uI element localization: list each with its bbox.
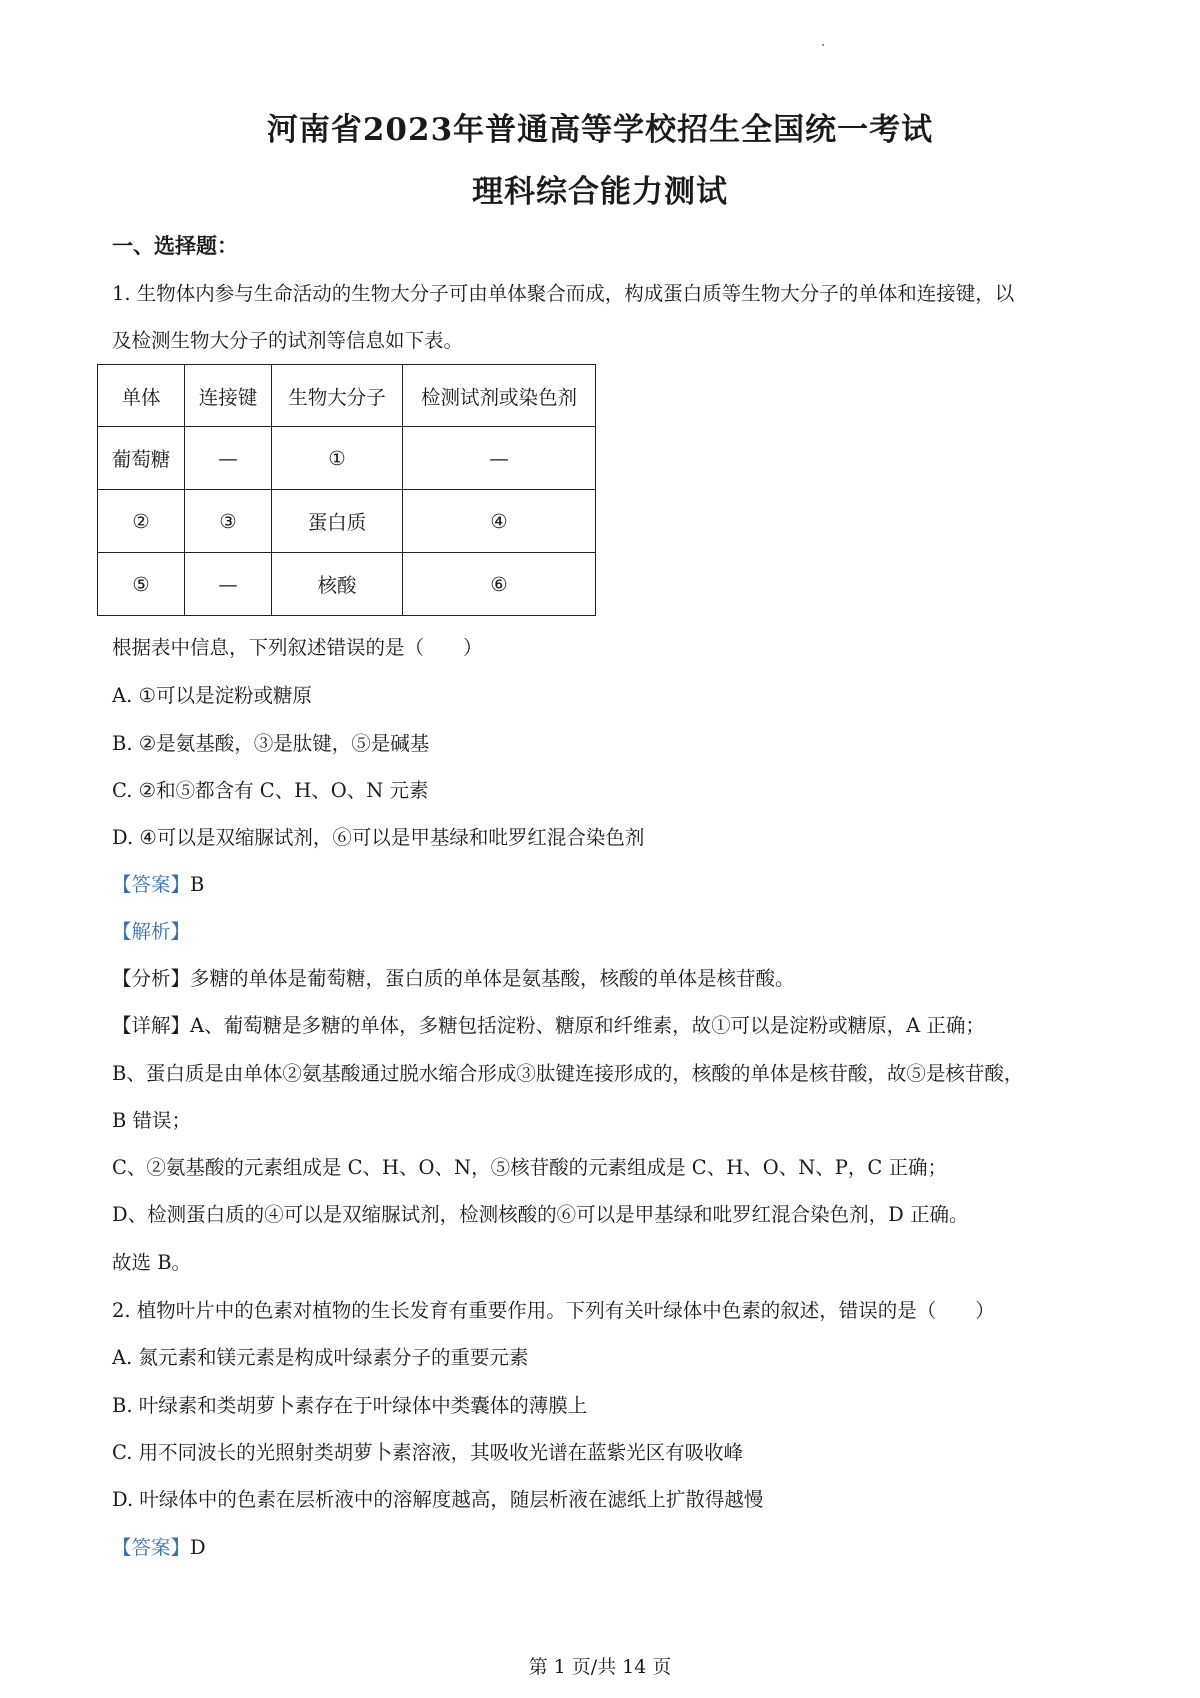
q2-option-d: D. 叶绿体中的色素在层析液中的溶解度越高，随层析液在滤纸上扩散得越慢: [112, 1488, 764, 1511]
scan-dot: [822, 44, 824, 46]
q2-stem: 2. 植物叶片中的色素对植物的生长发育有重要作用。下列有关叶绿体中色素的叙述，错误的是（ ）: [112, 1299, 995, 1322]
table-cell: 蛋白质: [272, 490, 403, 553]
q1-detail-line1: [112, 1010, 985, 1038]
table-cell: —: [185, 427, 272, 490]
table-cell: 核酸: [272, 553, 403, 616]
q1-detail-line5: D、检测蛋白质的④可以是双缩脲试剂，检测核酸的⑥可以是甲基绿和吡罗红混合染色剂，D 正确。: [112, 1203, 969, 1226]
table-header-cell: 连接键: [185, 365, 272, 427]
table-row: [98, 553, 596, 616]
table-cell: —: [403, 427, 596, 490]
q1-stem-line2: 及检测生物大分子的试剂等信息如下表。: [112, 329, 464, 352]
table-header-row: [98, 365, 596, 427]
fenxi-tag: 【分析】: [112, 967, 191, 990]
q1-option-d: D. ④可以是双缩脲试剂，⑥可以是甲基绿和吡罗红混合染色剂: [112, 826, 645, 849]
answer-value: B: [190, 873, 205, 896]
table-cell: —: [185, 553, 272, 616]
fenxi-text: 多糖的单体是葡萄糖，蛋白质的单体是氨基酸，核酸的单体是核苷酸。: [190, 967, 795, 990]
q1-fenxi: [112, 963, 795, 991]
exam-subtitle: 理科综合能力测试: [472, 174, 728, 210]
answer-value: D: [190, 1536, 206, 1559]
q1-detail-line2: B、蛋白质是由单体②氨基酸通过脱水缩合形成③肽键连接形成的，核酸的单体是核苷酸，故⑤是核苷酸，: [112, 1062, 1024, 1085]
q1-option-c: C. ②和⑤都含有 C、H、O、N 元素: [112, 779, 429, 802]
table-header-cell: 生物大分子: [272, 365, 403, 427]
table-cell: 葡萄糖: [98, 427, 185, 490]
q1-option-a: A. ①可以是淀粉或糖原: [112, 684, 312, 707]
detail-tag: 【详解】: [112, 1014, 191, 1037]
exam-title: 河南省2023年普通高等学校招生全国统一考试: [266, 112, 934, 148]
analysis-tag: 【解析】: [112, 920, 191, 943]
q2-option-b: B. 叶绿素和类胡萝卜素存在于叶绿体中类囊体的薄膜上: [112, 1394, 588, 1417]
table-cell: ④: [403, 490, 596, 553]
q2-option-c: C. 用不同波长的光照射类胡萝卜素溶液，其吸收光谱在蓝紫光区有吸收峰: [112, 1441, 744, 1464]
table-cell: ⑥: [403, 553, 596, 616]
q1-answer: [112, 869, 204, 897]
q1-detail-line4: C、②氨基酸的元素组成是 C、H、O、N，⑤核苷酸的元素组成是 C、H、O、N、P，C 正确；: [112, 1156, 948, 1179]
q1-analysis: [112, 916, 190, 944]
q1-conclusion: 故选 B。: [112, 1251, 192, 1274]
q1-prompt: 根据表中信息，下列叙述错误的是（ ）: [112, 636, 483, 659]
q1-stem-line1: 1. 生物体内参与生命活动的生物大分子可由单体聚合而成，构成蛋白质等生物大分子的单体和连接键，以: [112, 282, 1015, 305]
table-cell: ③: [185, 490, 272, 553]
answer-tag: 【答案】: [112, 1536, 191, 1559]
q1-detail-line3: B 错误；: [112, 1109, 192, 1132]
table-row: [98, 427, 596, 490]
table-row: [98, 490, 596, 553]
table-cell: ①: [272, 427, 403, 490]
q1-option-b: B. ②是氨基酸，③是肽键，⑤是碱基: [112, 732, 430, 755]
table-cell: ⑤: [98, 553, 185, 616]
answer-tag: 【答案】: [112, 873, 191, 896]
q2-option-a: A. 氮元素和镁元素是构成叶绿素分子的重要元素: [112, 1346, 529, 1369]
q1-info-table: [97, 364, 596, 616]
table-cell: ②: [98, 490, 185, 553]
section-heading: 一、选择题：: [112, 233, 238, 258]
table-header-cell: 单体: [98, 365, 185, 427]
table-header-cell: 检测试剂或染色剂: [403, 365, 596, 427]
page-footer: 第 1 页/共 14 页: [528, 1656, 672, 1678]
detail-text: A、葡萄糖是多糖的单体，多糖包括淀粉、糖原和纤维素，故①可以是淀粉或糖原，A 正确；: [190, 1014, 985, 1037]
q2-answer: [112, 1532, 206, 1560]
